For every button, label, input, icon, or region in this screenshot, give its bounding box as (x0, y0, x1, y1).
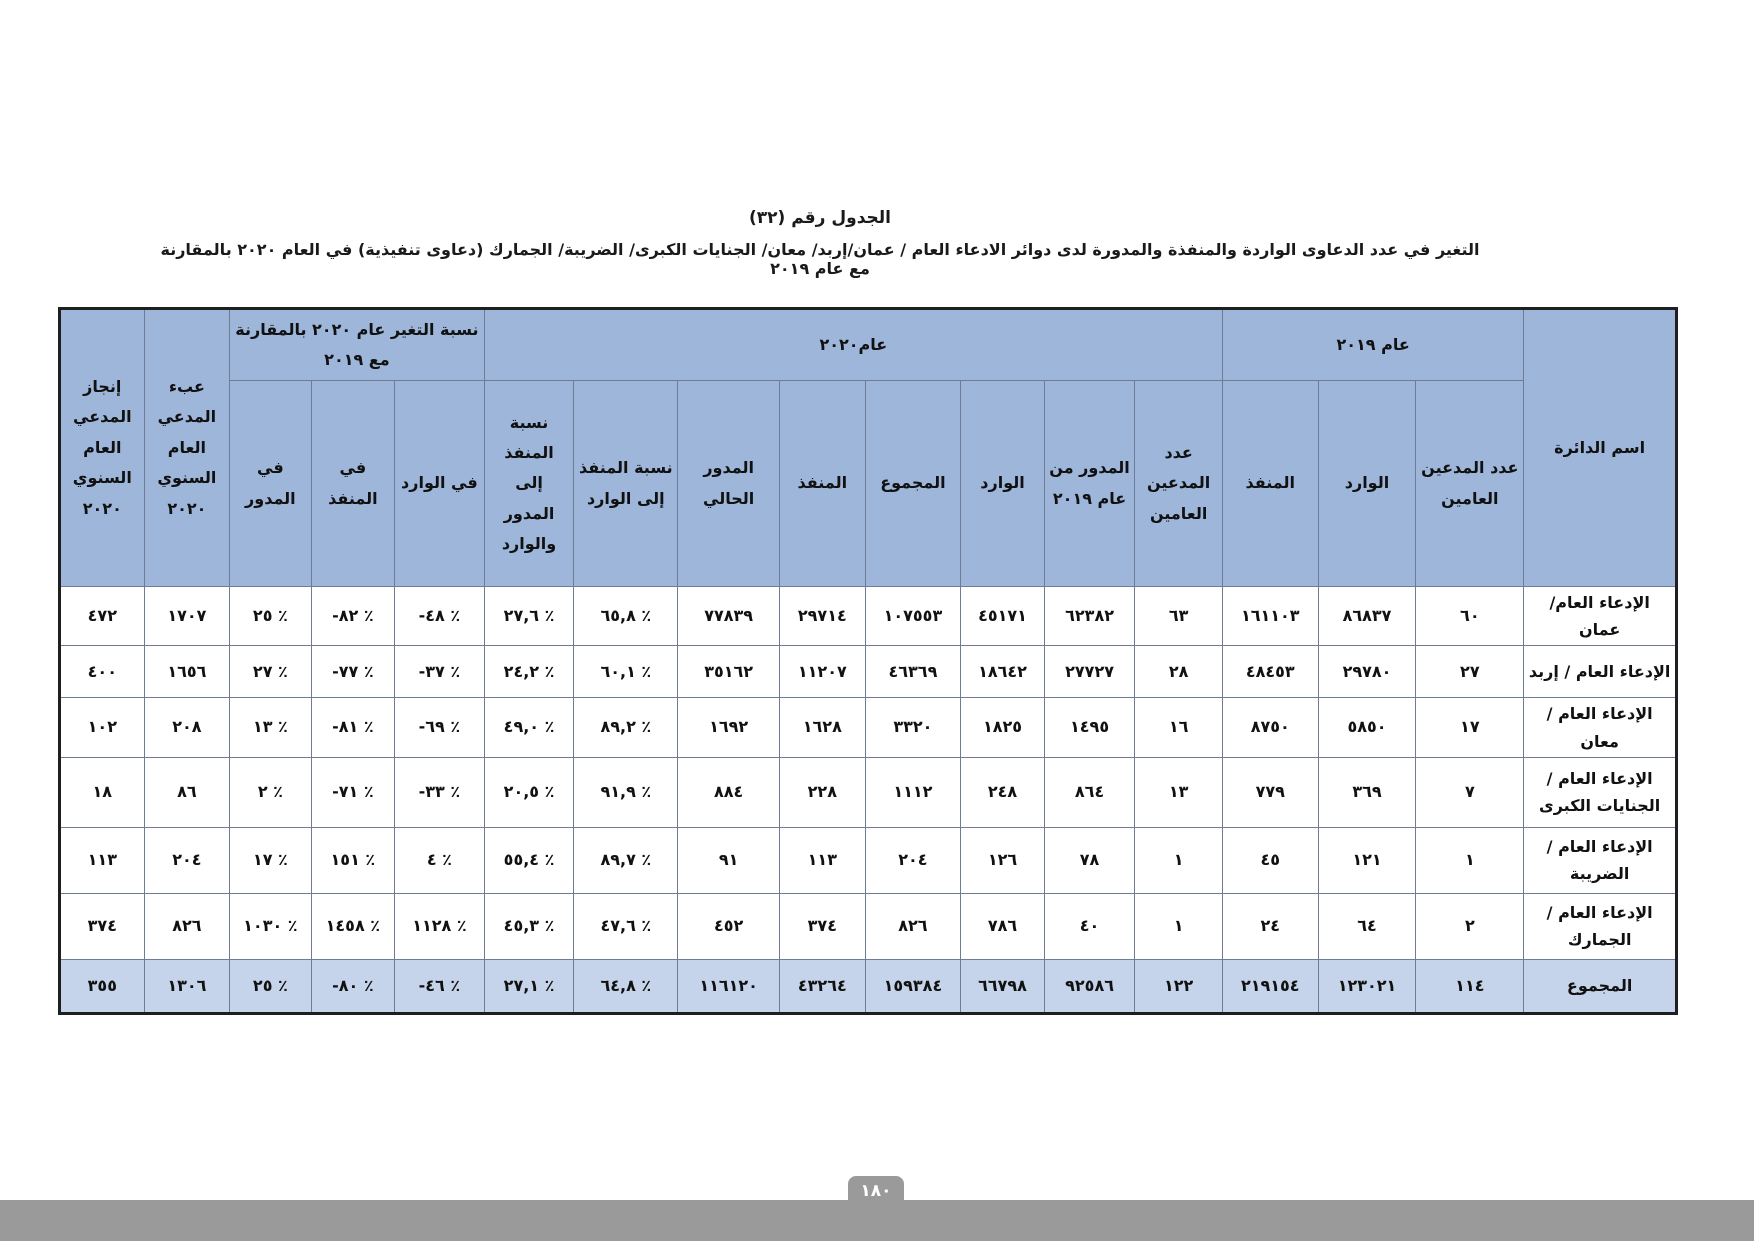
page-number: ١٨٠ (848, 1176, 904, 1206)
header-executed-2020: المنفذ (780, 381, 866, 587)
header-change: نسبة التغير عام ٢٠٢٠ بالمقارنة مع ٢٠١٩ (230, 309, 485, 381)
cell-burden: ٢٠٨ (144, 698, 230, 757)
footer-bar (0, 1200, 1754, 1241)
header-prosecutors-2020: عدد المدعين العامين (1135, 381, 1223, 587)
cell-incoming-2020: ٦٦٧٩٨ (961, 959, 1044, 1013)
cell-executed-2020: ٢٩٧١٤ (780, 587, 866, 646)
cell-executed-2020: ١١٣ (780, 827, 866, 893)
cell-executed-2020: ١١٢٠٧ (780, 646, 866, 698)
header-dept-name: اسم الدائرة (1524, 309, 1677, 587)
cell-carried-from-2019: ٨٦٤ (1044, 757, 1135, 827)
header-year-2020: عام٢٠٢٠ (484, 309, 1222, 381)
cell-exec-to-incoming: ٪ ٦٤,٨ (574, 959, 678, 1013)
cell-exec-to-carried-incoming: ٪ ٤٩,٠ (484, 698, 574, 757)
table-title: التغير في عدد الدعاوى الواردة والمنفذة والمدورة لدى دوائر الادعاء العام / عمان/إربد/ معان/ الجنايات الكبرى/ الضريبة/ الجمارك (دعاوى تنفيذية) في العام ٢٠٢٠ بالمقارنة مع عام ٢٠١٩ (160, 240, 1480, 278)
cell-prosecutors-2020: ١٦ (1135, 698, 1223, 757)
cell-dept-name: الإدعاء العام/ عمان (1524, 587, 1677, 646)
table-row (60, 587, 1677, 646)
cell-total-2020: ٢٠٤ (865, 827, 961, 893)
cell-carried-from-2019: ٦٢٣٨٢ (1044, 587, 1135, 646)
cell-incoming-2020: ٢٤٨ (961, 757, 1044, 827)
header-year-2019: عام ٢٠١٩ (1222, 309, 1523, 381)
cell-incoming-2020: ١٨٦٤٢ (961, 646, 1044, 698)
cell-change-carried: ٪ ١٠٣٠ (230, 893, 311, 959)
cell-burden: ١٦٥٦ (144, 646, 230, 698)
cell-carried-from-2019: ٧٨ (1044, 827, 1135, 893)
cell-current-carried: ٣٥١٦٢ (678, 646, 780, 698)
cell-exec-to-carried-incoming: ٪ ٤٥,٣ (484, 893, 574, 959)
table-row (60, 827, 1677, 893)
cell-change-executed: ٪ ٧٧- (311, 646, 394, 698)
header-change-incoming: في الوارد (395, 381, 485, 587)
cell-incoming-2019: ١٢١ (1318, 827, 1416, 893)
cell-dept-name: الإدعاء العام / الجنايات الكبرى (1524, 757, 1677, 827)
cell-executed-2020: ١٦٢٨ (780, 698, 866, 757)
cell-executed-2019: ٧٧٩ (1222, 757, 1318, 827)
cell-prosecutors-2019: ٢ (1416, 893, 1524, 959)
cell-total-2020: ٨٢٦ (865, 893, 961, 959)
cell-exec-to-carried-incoming: ٪ ٢٧,١ (484, 959, 574, 1013)
cell-achievement: ٤٠٠ (60, 646, 145, 698)
cell-incoming-2020: ١٢٦ (961, 827, 1044, 893)
cell-prosecutors-2019: ١٧ (1416, 698, 1524, 757)
header-change-carried: في المدور (230, 381, 311, 587)
cell-prosecutors-2020: ٢٨ (1135, 646, 1223, 698)
cell-change-executed: ٪ ٨١- (311, 698, 394, 757)
cell-change-carried: ٪ ٢ (230, 757, 311, 827)
cell-exec-to-incoming: ٪ ٤٧,٦ (574, 893, 678, 959)
table-row (60, 646, 1677, 698)
cell-change-incoming: ٪ ٦٩- (395, 698, 485, 757)
cell-incoming-2019: ٨٦٨٣٧ (1318, 587, 1416, 646)
cell-change-incoming: ٪ ٤٨- (395, 587, 485, 646)
cell-prosecutors-2020: ١ (1135, 893, 1223, 959)
cell-dept-name: الإدعاء العام /الضريبة (1524, 827, 1677, 893)
table-row (60, 893, 1677, 959)
cell-incoming-2020: ٤٥١٧١ (961, 587, 1044, 646)
cell-current-carried: ١٦٩٢ (678, 698, 780, 757)
header-total-2020: المجموع (865, 381, 961, 587)
cell-burden: ١٣٠٦ (144, 959, 230, 1013)
header-executed-2019: المنفذ (1222, 381, 1318, 587)
cell-achievement: ٣٥٥ (60, 959, 145, 1013)
cell-prosecutors-2020: ١٣ (1135, 757, 1223, 827)
cell-change-carried: ٪ ٢٥ (230, 587, 311, 646)
data-table (58, 307, 1678, 1015)
header-incoming-2019: الوارد (1318, 381, 1416, 587)
cell-exec-to-incoming: ٪ ٩١,٩ (574, 757, 678, 827)
cell-achievement: ١٨ (60, 757, 145, 827)
cell-exec-to-incoming: ٪ ٦٠,١ (574, 646, 678, 698)
header-current-carried: المدور الحالي (678, 381, 780, 587)
cell-achievement: ٣٧٤ (60, 893, 145, 959)
cell-prosecutors-2019: ٦٠ (1416, 587, 1524, 646)
cell-change-executed: ٪ ٧١- (311, 757, 394, 827)
cell-incoming-2019: ٦٤ (1318, 893, 1416, 959)
cell-incoming-2019: ٣٦٩ (1318, 757, 1416, 827)
cell-change-incoming: ٪ ٣٧- (395, 646, 485, 698)
cell-incoming-2020: ١٨٢٥ (961, 698, 1044, 757)
cell-change-executed: ٪ ٨٠- (311, 959, 394, 1013)
cell-prosecutors-2019: ١١٤ (1416, 959, 1524, 1013)
cell-current-carried: ٤٥٢ (678, 893, 780, 959)
header-burden: عبء المدعي العام السنوي ٢٠٢٠ (144, 309, 230, 587)
cell-current-carried: ١١٦١٢٠ (678, 959, 780, 1013)
cell-dept-name: الإدعاء العام / الجمارك (1524, 893, 1677, 959)
cell-exec-to-carried-incoming: ٪ ٢٧,٦ (484, 587, 574, 646)
cell-executed-2019: ٤٥ (1222, 827, 1318, 893)
cell-burden: ٨٦ (144, 757, 230, 827)
cell-prosecutors-2019: ٧ (1416, 757, 1524, 827)
cell-prosecutors-2020: ١ (1135, 827, 1223, 893)
cell-burden: ٨٢٦ (144, 893, 230, 959)
cell-prosecutors-2019: ٢٧ (1416, 646, 1524, 698)
cell-prosecutors-2020: ١٢٢ (1135, 959, 1223, 1013)
header-exec-to-carried-incoming: نسبة المنفذ إلى المدور والوارد (484, 381, 574, 587)
cell-exec-to-incoming: ٪ ٨٩,٢ (574, 698, 678, 757)
cell-dept-name: الإدعاء العام / معان (1524, 698, 1677, 757)
cell-total-2020: ١٠٧٥٥٣ (865, 587, 961, 646)
cell-current-carried: ٩١ (678, 827, 780, 893)
cell-change-carried: ٪ ٢٥ (230, 959, 311, 1013)
cell-incoming-2020: ٧٨٦ (961, 893, 1044, 959)
table-total-row (60, 959, 1677, 1013)
header-exec-to-incoming: نسبة المنفذ إلى الوارد (574, 381, 678, 587)
cell-achievement: ١١٣ (60, 827, 145, 893)
cell-exec-to-incoming: ٪ ٦٥,٨ (574, 587, 678, 646)
cell-carried-from-2019: ٤٠ (1044, 893, 1135, 959)
table-number: الجدول رقم (٣٢) (748, 208, 891, 228)
header-incoming-2020: الوارد (961, 381, 1044, 587)
cell-incoming-2019: ٢٩٧٨٠ (1318, 646, 1416, 698)
cell-exec-to-incoming: ٪ ٨٩,٧ (574, 827, 678, 893)
cell-change-executed: ٪ ٨٢- (311, 587, 394, 646)
header-achievement: إنجاز المدعي العام السنوي ٢٠٢٠ (60, 309, 145, 587)
cell-change-executed: ٪ ١٤٥٨ (311, 893, 394, 959)
cell-achievement: ١٠٢ (60, 698, 145, 757)
cell-executed-2020: ٣٧٤ (780, 893, 866, 959)
cell-burden: ١٧٠٧ (144, 587, 230, 646)
cell-prosecutors-2019: ١ (1416, 827, 1524, 893)
cell-change-incoming: ٪ ٤ (395, 827, 485, 893)
cell-change-incoming: ٪ ٤٦- (395, 959, 485, 1013)
cell-carried-from-2019: ٢٧٧٢٧ (1044, 646, 1135, 698)
cell-executed-2019: ٨٧٥٠ (1222, 698, 1318, 757)
cell-carried-from-2019: ١٤٩٥ (1044, 698, 1135, 757)
cell-exec-to-carried-incoming: ٪ ٥٥,٤ (484, 827, 574, 893)
cell-current-carried: ٧٧٨٣٩ (678, 587, 780, 646)
cell-current-carried: ٨٨٤ (678, 757, 780, 827)
cell-incoming-2019: ١٢٣٠٢١ (1318, 959, 1416, 1013)
cell-total-2020: ١٥٩٣٨٤ (865, 959, 961, 1013)
cell-total-label: المجموع (1524, 959, 1677, 1013)
cell-exec-to-carried-incoming: ٪ ٢٤,٢ (484, 646, 574, 698)
cell-total-2020: ٣٣٢٠ (865, 698, 961, 757)
table-row (60, 757, 1677, 827)
cell-total-2020: ٤٦٣٦٩ (865, 646, 961, 698)
cell-exec-to-carried-incoming: ٪ ٢٠,٥ (484, 757, 574, 827)
header-change-executed: في المنفذ (311, 381, 394, 587)
cell-executed-2020: ٢٢٨ (780, 757, 866, 827)
cell-executed-2019: ٤٨٤٥٣ (1222, 646, 1318, 698)
cell-burden: ٢٠٤ (144, 827, 230, 893)
cell-change-incoming: ٪ ١١٢٨ (395, 893, 485, 959)
cell-change-executed: ٪ ١٥١ (311, 827, 394, 893)
cell-dept-name: الإدعاء العام / إربد (1524, 646, 1677, 698)
table-row (60, 698, 1677, 757)
cell-executed-2019: ٢٤ (1222, 893, 1318, 959)
cell-prosecutors-2020: ٦٣ (1135, 587, 1223, 646)
cell-incoming-2019: ٥٨٥٠ (1318, 698, 1416, 757)
cell-carried-from-2019: ٩٢٥٨٦ (1044, 959, 1135, 1013)
cell-change-carried: ٪ ١٧ (230, 827, 311, 893)
header-carried-from-2019: المدور من عام ٢٠١٩ (1044, 381, 1135, 587)
cell-achievement: ٤٧٢ (60, 587, 145, 646)
cell-change-carried: ٪ ١٣ (230, 698, 311, 757)
cell-executed-2019: ٢١٩١٥٤ (1222, 959, 1318, 1013)
cell-change-incoming: ٪ ٣٣- (395, 757, 485, 827)
cell-executed-2019: ١٦١١٠٣ (1222, 587, 1318, 646)
header-prosecutors-2019: عدد المدعين العامين (1416, 381, 1524, 587)
cell-change-carried: ٪ ٢٧ (230, 646, 311, 698)
cell-executed-2020: ٤٣٢٦٤ (780, 959, 866, 1013)
cell-total-2020: ١١١٢ (865, 757, 961, 827)
